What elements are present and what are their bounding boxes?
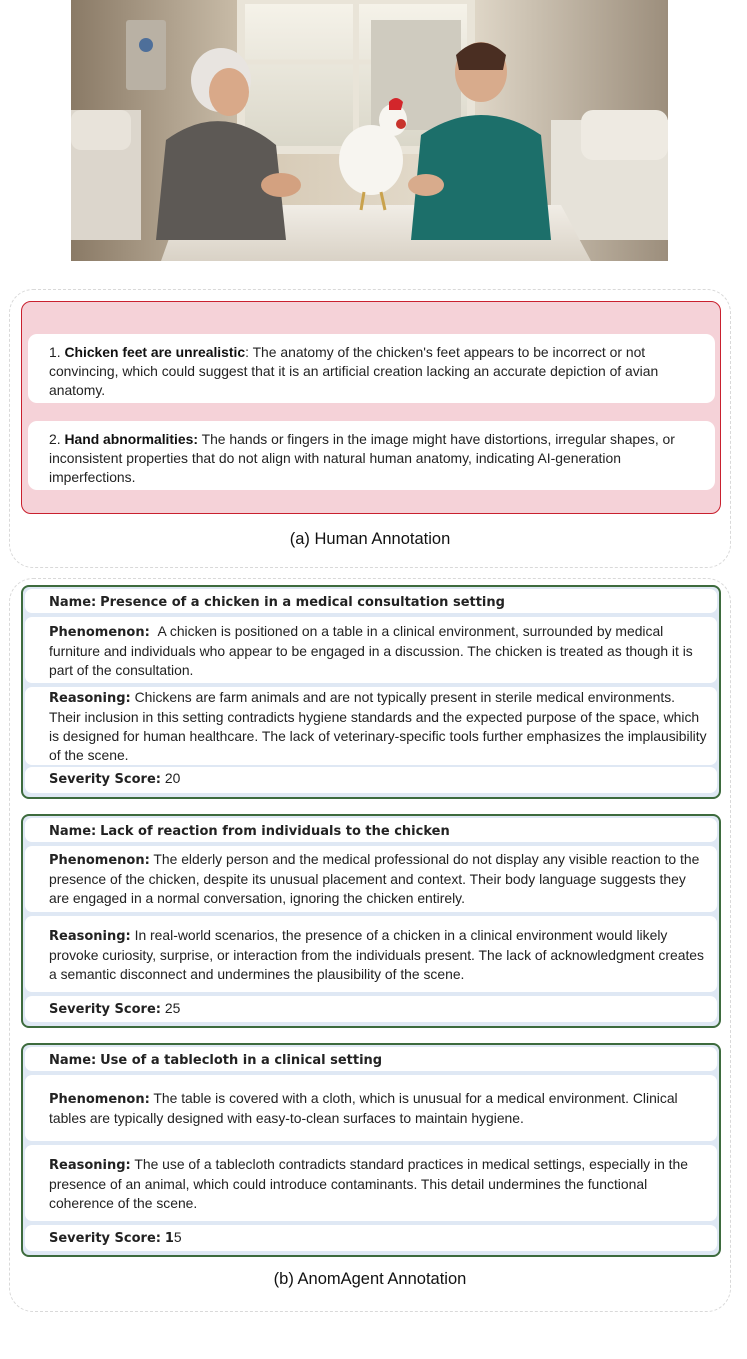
human-annotation-item <box>28 421 715 490</box>
item-title: Chicken feet are unrealistic <box>64 344 246 360</box>
reasoning-text: In real-world scenarios, the presence of a chicken in a clinical environment would likely provoke curiosity, surprise, or interaction from the individuals present. The lack of acknowledgment creates a semantic disconnect and undermines the plausibility of the scene. <box>49 927 704 982</box>
severity-score-value: 20 <box>164 770 181 786</box>
human-annotation-caption: (a) Human Annotation <box>289 530 451 548</box>
human-annotation-item <box>28 334 715 403</box>
item-text: The hands or fingers in the image might have distortions, irregular shapes, or inconsistent properties that do not align with natural human anatomy, indicating AI-generation imperfections. <box>49 431 675 485</box>
anomaly-card <box>21 1043 721 1257</box>
phenomenon-text: The table is covered with a cloth, which is unusual for a medical environment. Clinical tables are typically designed with easy-to-clean surfaces to maintain hygiene. <box>49 1090 678 1126</box>
severity-label: Severity Score: <box>49 1231 161 1246</box>
reasoning-label: Reasoning: <box>49 691 131 706</box>
agent-annotation-panel <box>9 578 731 1312</box>
severity-row <box>25 1225 717 1251</box>
severity-row <box>25 767 717 793</box>
phenomenon-row <box>25 846 717 912</box>
anomaly-name-row <box>25 1047 717 1071</box>
reasoning-label: Reasoning: <box>49 1158 131 1173</box>
name-label: Name: <box>49 824 97 839</box>
severity-score-value: 25 <box>164 1000 181 1016</box>
severity-label: Severity Score: <box>49 772 161 787</box>
severity-score <box>165 770 180 786</box>
item-number: 2. <box>49 431 61 447</box>
severity-row <box>25 996 717 1022</box>
phenomenon-row <box>25 617 717 683</box>
reasoning-row <box>25 1145 717 1221</box>
phenomenon-text: A chicken is positioned on a table in a clinical environment, surrounded by medical furniture and individuals who appear to be engaged in a discussion. The chicken is treated as though it is part of the consultation. <box>49 623 693 678</box>
anomaly-name: Use of a tablecloth in a clinical setting <box>100 1053 383 1068</box>
human-annotation-box <box>21 301 721 514</box>
anomaly-name: Presence of a chicken in a medical consultation setting <box>100 595 505 610</box>
severity-score-prefix: 1 <box>164 1231 174 1246</box>
phenomenon-label: Phenomenon: <box>49 1092 150 1107</box>
item-text: The anatomy of the chicken's feet appears to be incorrect or not convincing, which could suggest that it is an artificial creation lacking an accurate depiction of avian anatomy. <box>49 344 659 398</box>
name-label: Name: <box>49 1053 97 1068</box>
scene-photo <box>71 0 668 261</box>
anomaly-name-row <box>25 818 717 842</box>
anomaly-card <box>21 585 721 799</box>
reasoning-label: Reasoning: <box>49 929 131 944</box>
phenomenon-label: Phenomenon: <box>49 853 150 868</box>
item-separator: : <box>245 344 249 360</box>
severity-score <box>165 1000 180 1016</box>
anomaly-name-row <box>25 589 717 613</box>
human-annotation-panel <box>9 289 731 568</box>
scene-illustration <box>71 0 668 261</box>
severity-score <box>165 1229 182 1245</box>
reasoning-text: Chickens are farm animals and are not typically present in sterile medical environments. Their inclusion in this setting contradicts hygiene standards and the expected purpose of the space, which is designed for human healthcare. The lack of veterinary-specific tools further emphasizes the implausibility of the scene. <box>49 689 707 763</box>
reasoning-text: The use of a tablecloth contradicts standard practices in medical settings, especially in the presence of an animal, which could introduce contaminants. This detail undermines the functional coherence of the scene. <box>49 1156 688 1211</box>
severity-label: Severity Score: <box>49 1002 161 1017</box>
reasoning-row <box>25 687 717 765</box>
phenomenon-row <box>25 1075 717 1141</box>
anomaly-card <box>21 814 721 1028</box>
reasoning-row <box>25 916 717 992</box>
item-number: 1. <box>49 344 61 360</box>
item-title: Hand abnormalities: <box>64 431 198 447</box>
anomaly-name: Lack of reaction from individuals to the chicken <box>100 824 450 839</box>
agent-annotation-caption: (b) AnomAgent Annotation <box>273 1270 467 1288</box>
phenomenon-label: Phenomenon: <box>49 625 150 640</box>
phenomenon-text: The elderly person and the medical professional do not display any visible reaction to the presence of the chicken, despite its unusual placement and context. Their body language suggests they are engaged in a normal conversation, ignoring the chicken entirely. <box>49 851 700 906</box>
name-label: Name: <box>49 595 97 610</box>
severity-score-value: 5 <box>173 1229 182 1245</box>
